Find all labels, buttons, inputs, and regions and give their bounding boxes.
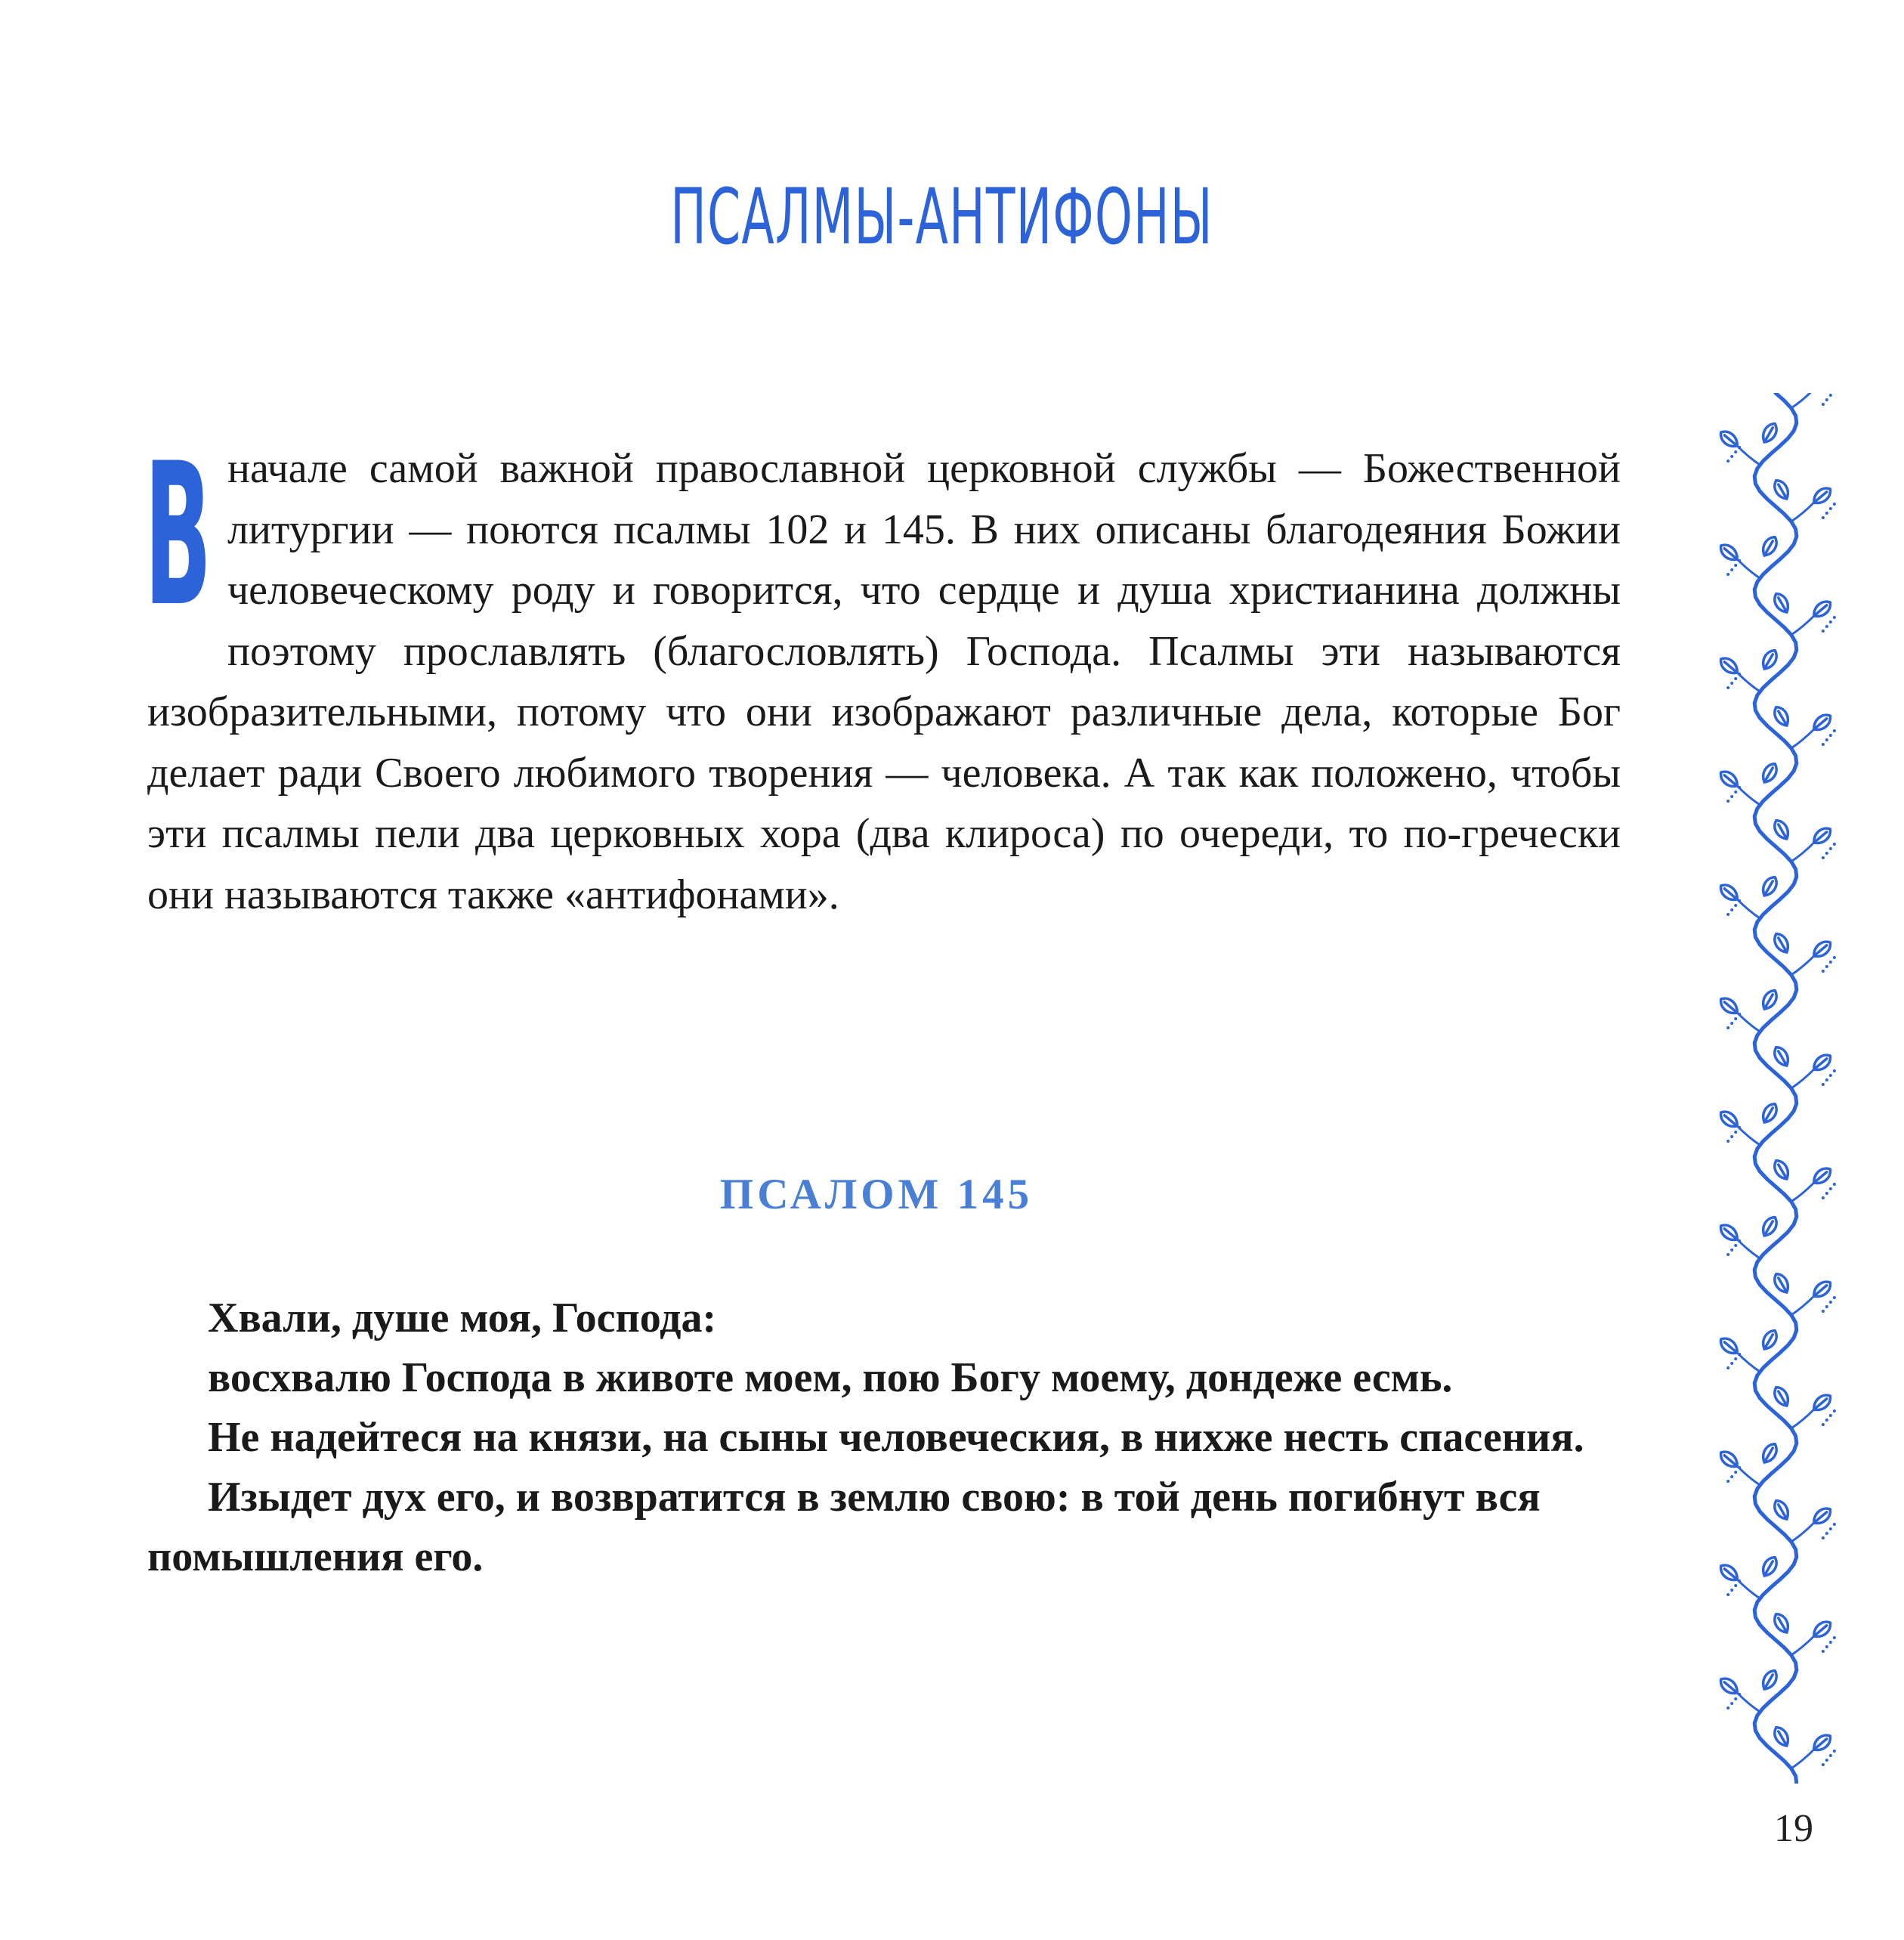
- psalm-verses: [147, 1289, 1621, 1587]
- page-title: ПСАЛМЫ-АНТИФОНЫ: [670, 172, 1213, 262]
- verse-1: Хвали, душе моя, Господа:: [208, 1295, 717, 1341]
- vine-ornament-icon: [1704, 393, 1870, 1784]
- intro-paragraph: [144, 422, 1621, 925]
- drop-cap: В: [144, 422, 212, 650]
- intro-text: начале самой важной православной церковной службы — Божественной литургии — поются псалмы 102 и 145. В них описаны благодеяния Божии человеческому роду и говорится, что сердце и душа христианина должны поэтому прославлять (благословлять) Господа. Псалмы эти называются изобразительными, потому что они изображают различные дела, которые Бог делает ради Своего любимого творения — человека. А так как положено, чтобы эти псалмы пели два церковных хора (два клироса) по очереди, то по-гречески они называются также «антифонами».: [147, 445, 1621, 918]
- verse-4: Изыдет дух его, и возвратится в землю свою: в той день погибнут вся помышления его.: [147, 1474, 1541, 1580]
- page-number: 19: [1774, 1807, 1813, 1850]
- verse-2: восхвалю Господа в животе моем, пою Богу моему, дондеже есмь.: [208, 1354, 1453, 1401]
- verse-3: Не надейтеся на князи, на сыны человеческия, в нихже несть спасения.: [208, 1414, 1584, 1461]
- psalm-heading: ПСАЛОМ 145: [719, 1171, 1034, 1218]
